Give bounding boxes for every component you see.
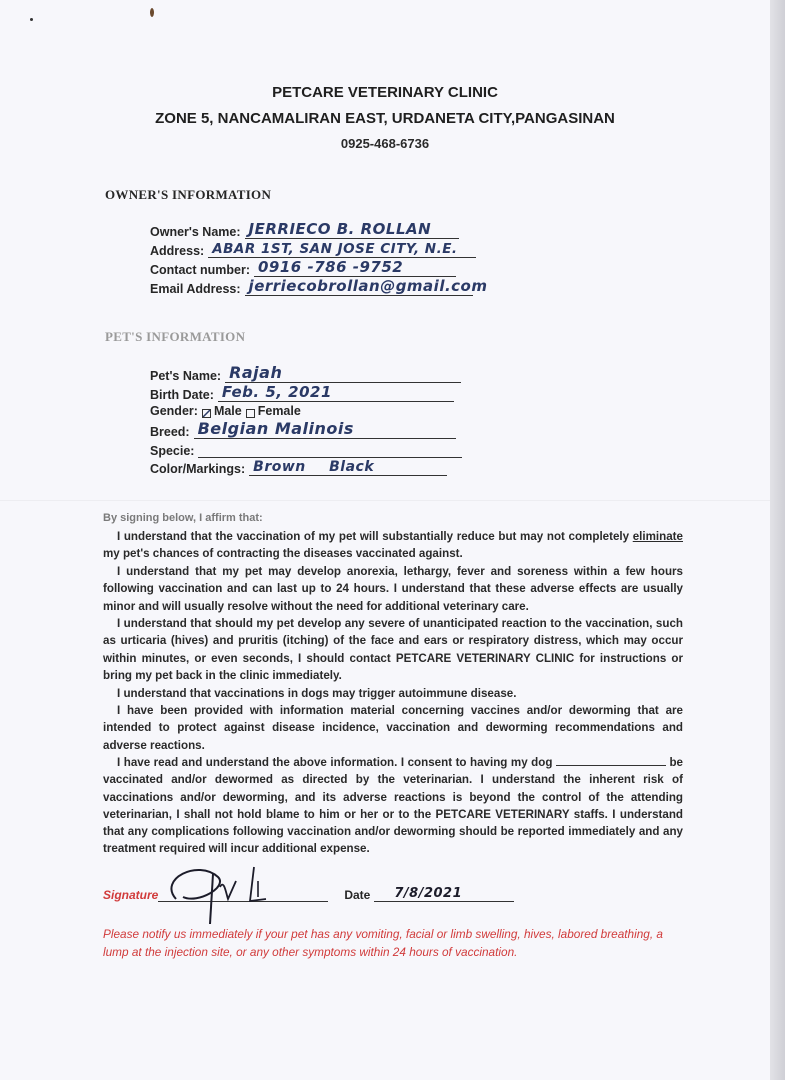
gender-male-label: Male: [213, 404, 242, 418]
consent-paragraph-5: I have been provided with information material concerning vaccines and/or deworming that are intended to protect against disease incidence, vaccination and deworming recommendations and adverse reactions.: [103, 704, 683, 752]
paper-speck: [150, 8, 154, 17]
pet-gender-row: [150, 404, 301, 418]
pet-name-field[interactable]: [225, 363, 461, 383]
clinic-phone: 0925-468-6736: [340, 136, 430, 151]
pet-name-label: Pet's Name:: [150, 369, 222, 383]
pet-breed-label: Breed:: [150, 425, 190, 439]
paper-fold: [0, 500, 770, 501]
owner-address-value: ABAR 1ST, SAN JOSE CITY, N.E.: [212, 241, 458, 257]
pet-color-row: [150, 459, 447, 476]
gender-female-checkbox[interactable]: [246, 409, 255, 418]
gender-male-checkbox[interactable]: [202, 409, 211, 418]
pet-birthdate-value: Feb. 5, 2021: [221, 383, 332, 401]
date-value: 7/8/2021: [394, 886, 463, 901]
pet-name-row: [150, 363, 461, 383]
date-label: Date: [344, 888, 371, 902]
consent-paragraph-3: I understand that should my pet develop any severe of unanticipated reaction to the vaccination, such as urticaria (hives) and pruritis (itching) of the face and ears or respiratory distress, which may occur within minutes, or even seconds, I should contact PETCARE VETERINARY CLINIC for instructions or bring my pet back in the clinic immediately.: [103, 617, 683, 682]
clinic-name: PETCARE VETERINARY CLINIC: [272, 84, 498, 101]
consent-intro: By signing below, I affirm that:: [103, 512, 263, 524]
consent-p6-text: I have read and understand the above information. I consent to having my dog: [117, 756, 553, 769]
signature-scribble: [158, 859, 308, 929]
consent-paragraph-6: [103, 754, 683, 858]
owner-email-value: jerriecobrollan@gmail.com: [248, 277, 488, 295]
pet-breed-value: Belgian Malinois: [197, 419, 354, 438]
owner-email-row: [150, 277, 488, 296]
owner-name-label: Owner's Name:: [150, 225, 241, 239]
consent-p1-text: I understand that the vaccination of my pet will substantially reduce but may not completely: [117, 530, 630, 543]
consent-p1-underlined: eliminate: [632, 530, 683, 543]
pet-gender-label: Gender:: [150, 404, 198, 418]
owner-name-value: JERRIECO B. ROLLAN: [248, 220, 432, 238]
owner-email-label: Email Address:: [150, 282, 241, 296]
pet-birthdate-label: Birth Date:: [150, 388, 214, 402]
owner-address-label: Address:: [150, 244, 205, 258]
consent-paragraph-1: [103, 528, 683, 563]
pet-breed-field[interactable]: [194, 419, 456, 439]
consent-p6-text-end: be vaccinated and/or dewormed as directed by the veterinarian. I understand the inherent risk of vaccinations and/or deworming, and its adverse reactions is beyond the control of the attending veterinarian, I shall not hold blame to him or her or to the PETCARE VETERINARY staffs. I understand that any complications following vaccination and/or deworming should be reported immediately and any treatment required will incur additional expense.: [103, 756, 683, 856]
owner-contact-row: [150, 260, 456, 277]
pet-color-label: Color/Markings:: [150, 462, 246, 476]
consent-p1-text-end: my pet's chances of contracting the diseases vaccinated against.: [103, 547, 463, 561]
owner-name-field[interactable]: [245, 222, 459, 239]
owner-name-row: [150, 222, 459, 239]
signature-label: Signature: [103, 888, 159, 902]
gender-female-label: Female: [257, 404, 301, 418]
consent-paragraph-4: I understand that vaccinations in dogs may trigger autoimmune disease.: [117, 687, 517, 700]
dog-name-blank[interactable]: [556, 765, 666, 766]
owner-contact-value: 0916 -786 -9752: [258, 258, 404, 276]
owner-contact-field[interactable]: [254, 260, 456, 277]
post-vaccination-notice: Please notify us immediately if your pet has any vomiting, facial or limb swelling, hives, labored breathing, a lump at the injection site, or any other symptoms within 24 hours of vaccination.: [103, 927, 663, 959]
paper-speck: [30, 18, 33, 21]
pet-birthdate-field[interactable]: [218, 385, 454, 402]
owner-contact-label: Contact number:: [150, 263, 250, 277]
pet-section-title: PET'S INFORMATION: [105, 329, 246, 344]
owner-address-field[interactable]: [208, 241, 476, 258]
page-edge-shadow: [770, 0, 785, 1080]
owner-section-title: OWNER'S INFORMATION: [105, 187, 272, 202]
owner-email-field[interactable]: [245, 277, 488, 296]
pet-breed-row: [150, 419, 456, 439]
pet-birthdate-row: [150, 385, 454, 402]
pet-specie-label: Specie:: [150, 444, 195, 458]
pet-name-value: Rajah: [229, 363, 283, 382]
owner-address-row: [150, 241, 476, 258]
pet-specie-field[interactable]: [198, 441, 462, 458]
consent-paragraph-2: I understand that my pet may develop anorexia, lethargy, fever and soreness within a few hours following vaccination and can last up to 24 hours. I understand that these adverse effects are usually minor and will usually resolve without the need for additional veterinary care.: [103, 565, 683, 613]
signature-row: [103, 885, 514, 902]
signature-field[interactable]: [158, 887, 328, 902]
pet-specie-row: [150, 441, 462, 458]
date-field[interactable]: [374, 885, 514, 902]
pet-color-value: Brown Black: [253, 459, 375, 475]
pet-color-field[interactable]: [249, 459, 447, 476]
clinic-address: ZONE 5, NANCAMALIRAN EAST, URDANETA CITY,PANGASINAN: [155, 110, 615, 127]
